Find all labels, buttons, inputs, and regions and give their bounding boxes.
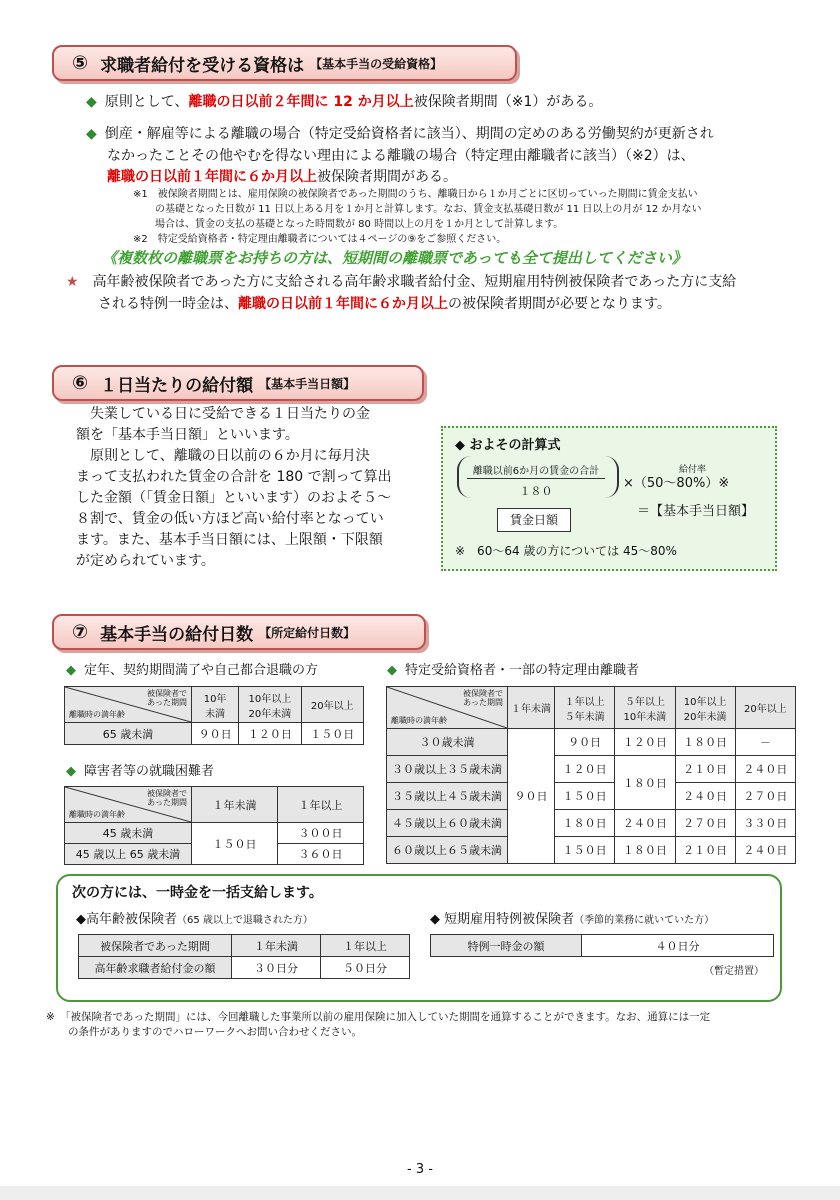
result-text: ＝【基本手当日額】 xyxy=(637,504,755,519)
lump-sum-box xyxy=(56,874,782,1002)
table-row: ３５歳以上４５歳未満 １５０日 ２４０日 ２７０日 xyxy=(387,783,796,810)
table1-title: ◆ 定年、契約期間満了や自己都合退職の方 xyxy=(66,663,319,678)
chingin-box: 賃金日額 xyxy=(497,508,571,532)
section5-bullet2-line3: 離職の日以前１年間に６か月以上被保険者期間がある。 xyxy=(107,169,457,185)
section6-number: ⑥ xyxy=(72,372,89,394)
table3-col: 20年以上 xyxy=(735,687,795,729)
section5-number: ⑤ xyxy=(72,52,89,74)
footnote-line2: の条件がありますのでハローワークへお問い合わせください。 xyxy=(68,1026,362,1038)
rate-text: ×（50～80%）※ xyxy=(623,476,730,491)
note2: ※2 特定受給資格者・特定理由離職者については４ページの⑨をご参照ください。 xyxy=(133,234,507,245)
table-row: ６０歳以上６５歳未満 １５０日 １８０日 ２１０日 ２４０日 xyxy=(387,837,796,864)
table-row: 45 歳未満 １５０日 ３００日 xyxy=(65,823,364,844)
table1-diagonal-header: 被保険者で あった期間 離職時の満年齢 xyxy=(65,687,192,723)
table-seasonal xyxy=(430,934,774,957)
lump-sum-title: 次の方には、一時金を一括支給します。 xyxy=(72,885,323,901)
section6-title: １日当たりの給付額 xyxy=(100,375,254,396)
formula-denominator: １８０ xyxy=(519,485,553,498)
table-row: 特例一時金の額 ４０日分 xyxy=(431,935,774,957)
diamond-icon: ◆ xyxy=(86,126,97,142)
footnote-line1: ※ 「被保険者であった期間」には、今回離職した事業所以前の雇用保険に加入していた期間を通算することができます。なお、通算には一定 xyxy=(46,1011,711,1023)
section5-bullet1: ◆ 原則として、離職の日以前２年間に 12 か月以上被保険者期間（※1）がある。 xyxy=(86,94,603,110)
rate-label: 給付率 xyxy=(679,465,707,475)
section7-subtitle: 【所定給付日数】 xyxy=(259,625,356,640)
table-specific xyxy=(386,686,796,864)
table-row: ４５歳以上６０歳未満 １８０日 ２４０日 ２７０日 ３３０日 xyxy=(387,810,796,837)
table2-diagonal-header: 被保険者で あった期間 離職時の満年齢 xyxy=(65,787,192,823)
section5-bullet2-line1: ◆ 倒産・解雇等による離職の場合（特定受給資格者に該当）、期間の定めのある労働契約が更新され xyxy=(86,126,714,142)
formula-box xyxy=(441,426,777,571)
star-line1: ★ 高年齢被保険者であった方に支給される高年齢求職者給付金、短期雇用特例被保険者であった方に支給 xyxy=(66,274,737,290)
section5-bullet2-line2: なかったことその他やむを得ない理由による離職の場合（特定理由離職者に該当）（※2）は、 xyxy=(107,148,695,164)
note1-line3: 場合は、賃金の支払の基礎となった時間数が 80 時間以上の月を１か月として計算します。 xyxy=(155,219,564,230)
formula-note: ※ 60～64 歳の方については 45～80% xyxy=(455,544,677,558)
table-row: ３０歳以上３５歳未満 １２０日 １８０日 ２１０日 ２４０日 xyxy=(387,756,796,783)
table1-col: 10年 未満 xyxy=(192,687,239,723)
lump-sum-right-title: ◆ 短期雇用特例被保険者（季節的業務に就いていた方） xyxy=(430,912,715,927)
section7-title: 基本手当の給付日数 xyxy=(100,624,254,645)
table-general xyxy=(64,686,364,745)
diamond-icon: ◆ xyxy=(86,94,97,110)
table2-col: １年未満 xyxy=(192,787,278,823)
diamond-icon: ◆ xyxy=(387,663,397,678)
table1-col: 20年以上 xyxy=(301,687,363,723)
table1-col: 10年以上 20年未満 xyxy=(239,687,301,723)
diamond-icon: ◆ xyxy=(66,663,76,678)
formula-title: ◆ およその計算式 xyxy=(455,438,561,453)
star-line2: される特例一時金は、離職の日以前１年間に６か月以上の被保険者期間が必要となります。 xyxy=(98,296,671,312)
page-bottom-bar xyxy=(0,1186,840,1200)
table-elderly xyxy=(78,934,410,979)
table3-col: 10年以上 20年未満 xyxy=(675,687,735,729)
table-row: 高年齢求職者給付金の額 ３０日分 ５０日分 xyxy=(79,957,410,979)
fraction-bar xyxy=(467,478,605,479)
section7-number: ⑦ xyxy=(72,621,89,643)
lump-sum-left-title: ◆高年齢被保険者（65 歳以上で退職された方） xyxy=(76,912,313,927)
table3-col: １年未満 xyxy=(508,687,555,729)
formula-numerator: 離職以前6か月の賃金の合計 xyxy=(472,466,600,477)
star-icon: ★ xyxy=(66,274,79,290)
section6-paragraph: 失業している日に受給できる１日当たりの金 額を「基本手当日額」といいます。 原則として、離職の日以前の６か月に毎月決 まって支払われた賃金の合計を 180 で割って算出 した金額（「賃金日額」といいます）のおよそ５～ ８割で、賃金の低い方ほど高い給付率となってい ます。また、基本手当日額には、上限額・下限額 が定められています。 xyxy=(76,406,392,569)
table3-col: ５年以上 10年未満 xyxy=(615,687,675,729)
emphasis-text: 《複数枚の離職票をお持ちの方は、短期間の離職票であっても全て提出してください》 xyxy=(102,249,687,267)
table-row: 45 歳以上 65 歳未満 ３６０日 xyxy=(65,844,364,865)
table-row: ３０歳未満 ９０日 ９０日 １２０日 １８０日 － xyxy=(387,729,796,756)
table3-col: １年以上 ５年未満 xyxy=(555,687,615,729)
section6-header xyxy=(52,365,424,401)
table2-title: ◆ 障害者等の就職困難者 xyxy=(66,764,215,779)
section5-subtitle: 【基本手当の受給資格】 xyxy=(310,56,443,71)
section5-title: 求職者給付を受ける資格は xyxy=(100,55,305,76)
table-disability xyxy=(64,786,364,865)
note1-line2: の基礎となった日数が 11 日以上ある月を１か月と計算します。なお、賃金支払基礎日数が 11 日以上の月が 12 か月ない xyxy=(155,204,702,215)
provisional-note: （暫定措置） xyxy=(704,966,764,977)
section5-header xyxy=(52,45,517,81)
section6-subtitle: 【基本手当日額】 xyxy=(259,376,356,391)
note1-line1: ※1 被保険者期間とは、雇用保険の被保険者であった期間のうち、離職日から１か月ごとに区切っていった期間に賃金支払い xyxy=(133,189,698,200)
section7-header xyxy=(52,614,426,650)
table2-col: １年以上 xyxy=(278,787,364,823)
table3-diagonal-header: 被保険者で あった期間 離職時の満年齢 xyxy=(387,687,508,729)
table-row: 65 歳未満 ９０日 １２０日 １５０日 xyxy=(65,723,364,745)
table-row: 被保険者であった期間 １年未満 １年以上 xyxy=(79,935,410,957)
page-number: - 3 - xyxy=(407,1162,433,1177)
table3-title: ◆ 特定受給資格者・一部の特定理由離職者 xyxy=(387,663,640,678)
diamond-icon: ◆ xyxy=(66,764,76,779)
